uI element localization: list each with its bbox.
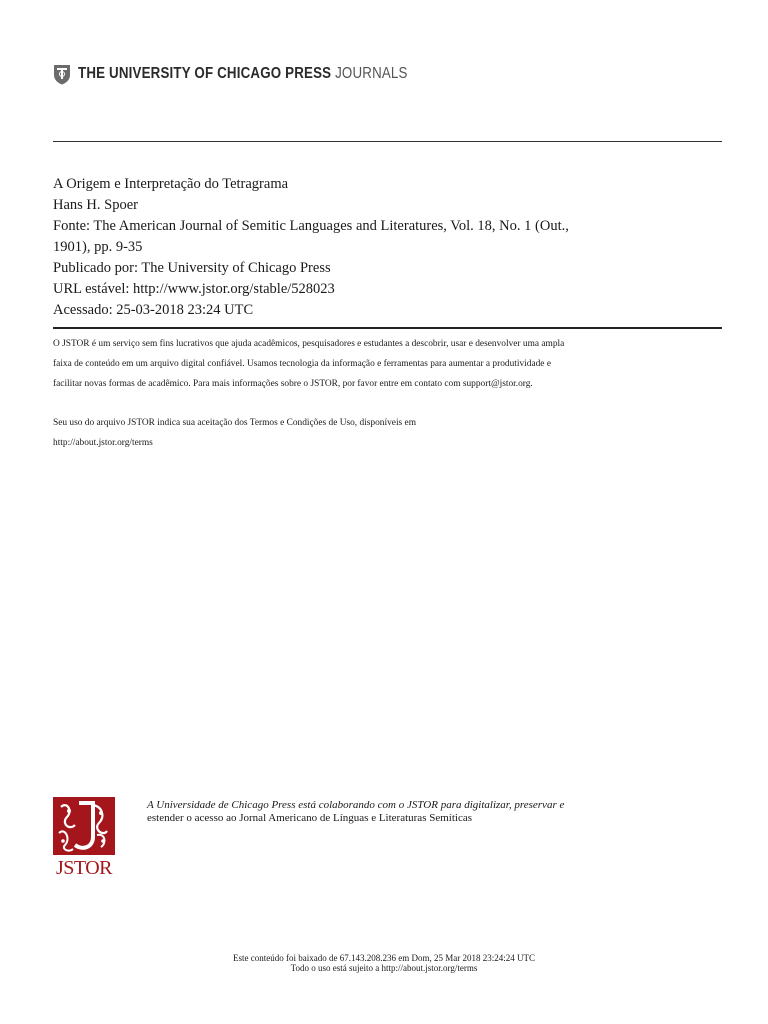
article-accessed: Acessado: 25-03-2018 23:24 UTC [53, 302, 254, 318]
article-metadata [53, 174, 569, 321]
download-footer [0, 953, 768, 973]
article-title: A Origem e Interpretação do Tetragrama [53, 176, 289, 192]
press-name [78, 65, 408, 83]
middle-divider [53, 327, 722, 329]
article-publisher: Publicado por: The University of Chicago Press [53, 260, 331, 276]
jstor-logo [53, 797, 115, 881]
jstor-notice [53, 334, 653, 394]
article-stable-url[interactable]: URL estável: http://www.jstor.org/stable/528023 [53, 281, 335, 297]
notice-line3: facilitar novas formas de acadêmico. Para mais informações sobre o JSTOR, por favor entre em contato com support@jstor.org. [53, 379, 533, 389]
terms-notice [53, 413, 653, 453]
press-name-text: THE UNIVERSITY OF CHICAGO PRESS [78, 65, 332, 82]
top-divider [53, 141, 722, 142]
jstor-emblem-icon [53, 797, 115, 855]
collaboration-line1: A Universidade de Chicago Press está colaborando com o JSTOR para digitalizar, preservar e [147, 799, 565, 811]
terms-link[interactable]: http://about.jstor.org/terms [53, 438, 153, 448]
terms-line1: Seu uso do arquivo JSTOR indica sua aceitação dos Termos e Condições de Uso, disponíveis em [53, 418, 417, 428]
notice-line2: faixa de conteúdo em um arquivo digital confiável. Usamos tecnologia da informação e ferramentas para aumentar a produtividade e [53, 359, 551, 369]
notice-line1: O JSTOR é um serviço sem fins lucrativos que ajuda acadêmicos, pesquisadores e estudantes a descobrir, usar e desenvolver uma ampla [53, 339, 565, 349]
journals-label: JOURNALS [335, 65, 408, 82]
article-source-line1: Fonte: The American Journal of Semitic Languages and Literatures, Vol. 18, No. 1 (Out., [53, 218, 569, 234]
press-logo [53, 62, 461, 86]
article-author: Hans H. Spoer [53, 197, 138, 213]
article-source-line2: 1901), pp. 9-35 [53, 239, 143, 255]
collaboration-line2: estender o acesso ao Jornal Americano de Línguas e Literaturas Semíticas [147, 812, 472, 824]
jstor-wordmark: JSTOR [55, 857, 113, 879]
footer-line2: Todo o uso está sujeito a http://about.jstor.org/terms [290, 963, 478, 973]
footer-line1: Este conteúdo foi baixado de 67.143.208.236 em Dom, 25 Mar 2018 23:24:24 UTC [233, 953, 535, 963]
collaboration-statement [147, 799, 707, 825]
university-shield-icon [53, 63, 71, 85]
